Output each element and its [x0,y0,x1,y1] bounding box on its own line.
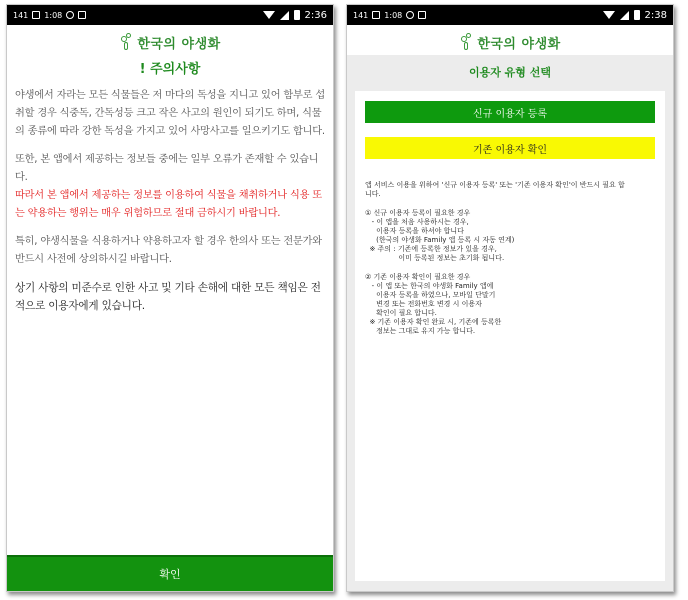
logo-text: 한국의 야생화 [477,36,561,52]
notice-body [7,81,333,315]
logo-text: 한국의 야생화 [137,36,221,52]
download-icon [418,11,426,19]
disclaimer-paragraph: 상기 사항의 미준수로 인한 사고 및 기타 손해에 대한 모든 책임은 전적으로 이용자에게 있습니다. [15,282,321,312]
info-line: 이용자 등록을 하였으나, 모바일 단말기 [365,291,496,299]
status-left-text: 141 [13,10,29,20]
info-line: ※ 기존 이용자 확인 완료 시, 기존에 등록한 [365,318,502,326]
info-line: 확인이 필요 합니다. [365,309,437,317]
info-line: 정보는 그대로 유지 가능 합니다. [365,327,476,335]
status-bar [7,5,333,25]
warning-paragraph: 따라서 본 앱에서 제공하는 정보를 이용하여 식물을 채취하거나 식용 또는 약용하는 행위는 매우 위험하므로 절대 금하시기 바랍니다. [15,190,322,219]
status-left-time: 1:08 [384,10,403,20]
wifi-icon [603,11,615,19]
content-area [347,55,673,591]
notice-paragraph: 야생에서 자라는 모든 식물들은 저 마다의 독성을 지니고 있어 함부로 섭취할 경우 식중독, 간독성등 크고 작은 사고의 원인이 되기도 하며, 식물의 종류에 따라 강한 독성을 가지고 있어 사망사고를 일으키기도 합니다. [15,90,325,137]
app-logo [7,25,333,59]
battery-icon [294,10,300,20]
selection-panel [355,91,665,581]
status-clock: 2:36 [304,9,327,21]
info-line: - 이 앱을 처음 사용하시는 경우, [365,218,469,226]
status-bar [347,5,673,25]
status-left-text: 141 [353,10,369,20]
download-icon [78,11,86,19]
notice-paragraph: 또한, 본 앱에서 제공하는 정보들 중에는 일부 오류가 존재할 수 있습니다. [15,154,319,183]
page-title: 이용자 유형 선택 [468,66,552,79]
info-line: 변경 또는 전화번호 변경 시 이용자 [365,300,482,308]
confirm-button[interactable]: 확인 [7,555,333,591]
info-line: ※ 주의 : 기존에 등록한 정보가 있을 경우, [365,245,497,253]
status-clock: 2:38 [644,9,667,21]
app-icon [406,11,414,19]
info-line: 이용자 등록을 하셔야 합니다 [365,227,464,235]
notice-screen [6,4,334,592]
info-line: ② 기존 이용자 확인이 필요한 경우 [365,273,471,281]
info-line: (한국의 야생화 Family 앱 등록 시 자동 연계) [365,236,515,244]
signal-icon [280,11,289,20]
notification-icon [372,11,380,19]
info-line: - 이 앱 또는 한국의 야생화 Family 앱에 [365,282,494,290]
signal-icon [620,11,629,20]
existing-user-confirm-button[interactable]: 기존 이용자 확인 [365,137,655,159]
battery-icon [634,10,640,20]
info-text [365,181,655,336]
user-type-screen [346,4,674,592]
notice-title: ! 주의사항 [139,62,201,77]
app-icon [66,11,74,19]
info-line: 니다. [365,190,381,198]
info-line: ① 신규 이용자 등록이 필요한 경우 [365,209,471,217]
info-line: 이미 등록된 정보는 초기화 됩니다. [365,254,505,262]
flower-icon [119,33,133,51]
notification-icon [32,11,40,19]
app-logo [347,25,673,59]
status-left-time: 1:08 [44,10,63,20]
notice-paragraph: 특히, 야생식물을 식용하거나 약용하고자 할 경우 한의사 또는 전문가와 반드시 사전에 상의하시길 바랍니다. [15,236,322,265]
flower-icon [459,33,473,51]
new-user-register-button[interactable]: 신규 이용자 등록 [365,101,655,123]
wifi-icon [263,11,275,19]
info-line: 앱 서비스 이용을 위하여 '신규 이용자 등록' 또는 '기존 이용자 확인'이 반드시 필요 합 [365,181,625,189]
